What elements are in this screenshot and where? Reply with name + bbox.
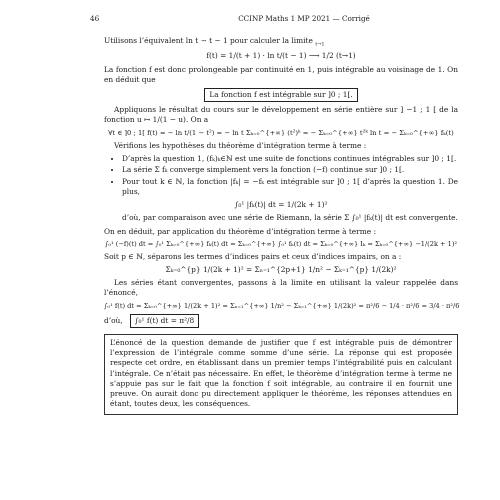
hypothesis-item: • La série Σ fₖ converge simplement vers la fonction (−f) continue sur ]0 ; 1[. [122, 165, 458, 175]
intro-line [104, 36, 458, 48]
limit-equation: f(t) = 1/(t + 1) · ln t/(t − 1) ⟶ 1/2 (t→1) [206, 51, 356, 61]
running-title: CCINP Maths 1 MP 2021 — Corrigé [238, 14, 370, 23]
result-box-integral: ∫₀¹ f(t) dt = π²/8 [130, 314, 200, 328]
series-expansion-equation: ∀t ∈ ]0 ; 1[ f(t) = − ln t/(1 − t²) = − ln t Σₖ₌₀^{+∞} (t²)ᵏ = − Σₖ₌₀^{+∞} t²ᵏ ln t = − Σₖ₌₀^{+∞} fₖ(t) [108, 128, 454, 137]
parity-split-equation: Σₖ₌₀^{p} 1/(2k + 1)² = Σₙ₌₁^{2p+1} 1/n² − Σₖ₌₁^{p} 1/(2k)² [165, 265, 397, 275]
abs-integral-equation: ∫₀¹ |fₖ(t)| dt = 1/(2k + 1)² [234, 200, 328, 210]
conclusion-line [104, 314, 458, 328]
remark-text: L’énoncé de la question demande de justifier que f est intégrable puis de démontrer l’expression de l’intégrale comme somme d’une série. La réponse qui est proposée respecte cet ordre, en établissant dans un premier temps l’intégrabilité puis en calculant l’intégrale. Ce n’était pas nécessaire. En effet, le théorème d’intégration terme à terme ne s’appuie pas sur le fait que la fonction f soit intégrable, au contraire il en fournit une preuve. On aurait donc pu directement appliquer le théorème, les réponses attendues en étant, toutes deux, les conséquences. [110, 338, 452, 409]
remark-frame [104, 334, 458, 415]
hypothesis-item: • D’après la question 1, (fₖ)ₖ∈ℕ est une suite de fonctions continues intégrables sur ]0 ; 1[. [122, 154, 458, 164]
paragraph-hypotheses: Vérifions les hypothèses du théorème d’intégration terme à terme : [114, 140, 367, 150]
final-sum-equation: ∫₀¹ f(t) dt = Σₖ₌₀^{+∞} 1/(2k + 1)² = Σₙ₌₁^{+∞} 1/n² − Σₖ₌₁^{+∞} 1/(2k)² = π²/6 − 1/4 · π²/6 = 3/4 · π²/6 [104, 301, 460, 310]
limit-subscript: t→1 [315, 41, 325, 48]
paragraph-parity: Soit p ∈ ℕ, séparons les termes d’indices pairs et ceux d’indices impairs, on a : [104, 251, 402, 261]
term-by-term-equation: ∫₀¹ (−f)(t) dt = ∫₀¹ Σₖ₌₀^{+∞} fₖ(t) dt = Σₖ₌₀^{+∞} ∫₀¹ fₖ(t) dt = Σₖ₌₀^{+∞} Iₖ = Σₖ₌₀^{+∞} −1/(2k + 1)² [104, 239, 458, 248]
page-number: 46 [90, 14, 100, 23]
paragraph-riemann: d’où, par comparaison avec une série de Riemann, la série Σ ∫₀¹ |fₖ(t)| dt est convergente. [122, 213, 458, 223]
hypothesis-item: • Pour tout k ∈ ℕ, la fonction |fₖ| = −fₖ est intégrable sur ]0 ; 1[ d’après la question 1. De plus, [122, 177, 458, 197]
paragraph-prolongement: La fonction f est donc prolongeable par continuité en 1, puis intégrable au voisinage de 1. On en déduit que [104, 64, 458, 84]
paragraph-limit: Les séries étant convergentes, passons à la limite en utilisant la valeur rappelée dans l’énoncé, [104, 278, 458, 298]
intro-text: Utilisons l’équivalent ln t ∼ t − 1 pour calculer la limite [104, 35, 313, 45]
conclusion-prefix: d’où, [104, 315, 123, 325]
paragraph-serie-entiere: Appliquons le résultat du cours sur le développement en série entière sur ] −1 ; 1 [ de la fonction u ↦ 1/(1 − u). On a [104, 105, 458, 125]
paragraph-application: On en déduit, par application du théorème d’intégration terme à terme : [104, 226, 376, 236]
page-header [90, 14, 458, 24]
result-box-integrable: La fonction f est intégrable sur ]0 ; 1[. [204, 88, 357, 102]
hypotheses-list [104, 154, 458, 197]
result-box-integrable-wrap [104, 88, 458, 102]
